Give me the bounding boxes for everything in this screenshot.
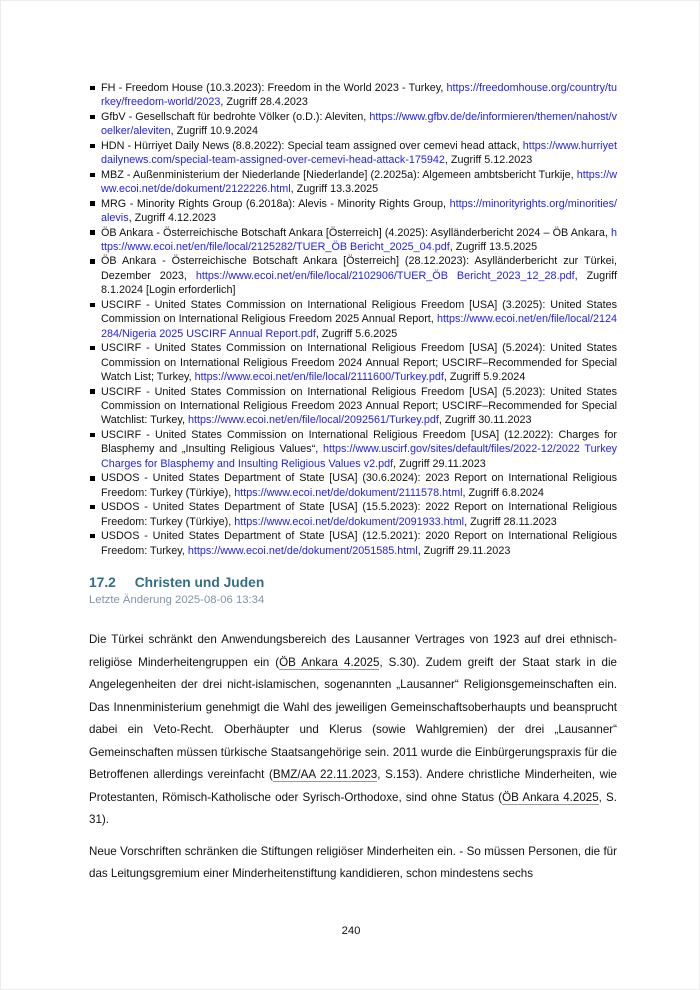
source-text: , Zugriff 13.5.2025 [449,240,538,253]
source-url-link[interactable]: https://www.ecoi.net/de/dokument/2122226.html [101,168,617,196]
source-item [89,81,617,110]
source-url-link[interactable]: https://www.ecoi.net/en/file/local/2092561/Turkey.pdf [188,414,439,427]
source-text: , Zugriff 13.3.2025 [290,183,379,196]
source-text: , Zugriff 5.12.2023 [444,154,533,167]
source-item [89,110,617,139]
source-item [89,254,617,297]
source-text: USCIRF - United States Commission on International Religious Freedom [USA] (5.2023): United States Commission on International Religious Freedom 2023 Annual Report; USCIRF–Recommended for Special Watchlist: Turkey, [101,385,617,427]
source-text: FH - Freedom House (10.3.2023): Freedom in the World 2023 - Turkey, [101,82,447,94]
source-text: HDN - Hürriyet Daily News (8.8.2022): Special team assigned over cemevi head attack, [101,139,523,152]
paragraph: Neue Vorschriften schränken die Stiftungen religiöser Minderheiten ein. - So müssen Personen, die für das Leitungsgremium einer Minderheitenstiftung kandidieren, schon mindestens sechs [89,844,617,881]
source-item [89,298,617,341]
source-text: , Zugriff 10.9.2024 [170,125,259,138]
source-url-link[interactable]: https://www.ecoi.net/de/dokument/2051585.html [187,544,418,557]
sources-list [89,81,617,558]
paragraph: Die Türkei schränkt den Anwendungsbereich des Lausanner Vertrages von 1923 auf drei ethnisch-religiöse Minderheitengruppen ein (ÖB Ankara 4.2025, S.30). Zudem greift der Staat stark in die Angelegenheiten der drei nicht-islamischen, sogenannten „Lausanner“ Religionsgemeinschaften ein. Das Innenministerium genehmigt die Wahl des jeweiligen Gemeinschaftsoberhaupts und beansprucht dabei ein Veto-Recht. Oberhäupter und Klerus (sowie Wahlgremien) der drei „Lausanner“ Gemeinschaften müssen türkische Staatsangehörige sein. 2011 wurde die Einbürgerungspraxis für die Betroffenen allerdings vereinfacht (BMZ/AA 22.11.2023, S.153). Andere christliche Minderheiten, wie Protestanten, Römisch-Katholische oder Syrisch-Orthodoxe, sind ohne Status (ÖB Ankara 4.2025, S. 31). [89,632,618,827]
source-item [89,428,617,471]
source-text: , Zugriff 5.6.2025 [315,327,398,340]
source-text: , Zugriff 4.12.2023 [128,212,217,225]
source-item [89,529,617,558]
source-text: USCIRF - United States Commission on International Religious Freedom [USA] (12.2022): Charges for Blasphemy and „Insulting Religious Values“, [101,428,617,456]
source-text: USDOS - United States Department of State [USA] (12.5.2021): 2020 Report on International Religious Freedom: Turkey, [101,530,617,557]
source-text: USDOS - United States Department of State [USA] (15.5.2023): 2022 Report on International Religious Freedom: Turkey (Türkiye), [101,501,617,528]
source-item [89,500,617,529]
source-item [89,168,617,197]
source-text: USCIRF - United States Commission on International Religious Freedom [USA] (5.2024): United States Commission on International Religious Freedom 2024 Annual Report; USCIRF–Recommended for Special Watch List; Turkey, [101,342,617,384]
source-url-link[interactable]: https://freedomhouse.org/country/turkey/freedom-world/2023 [101,82,617,109]
source-text: , Zugriff 29.11.2023 [417,544,511,557]
source-url-link[interactable]: https://www.ecoi.net/de/dokument/2091933.html [234,515,465,528]
source-text: ÖB Ankara - Österreichische Botschaft Ankara [Österreich] (4.2025): Asylländerbericht 2024 – ÖB Ankara, [101,226,611,239]
source-url-link[interactable]: https://www.ecoi.net/en/file/local/2111600/Turkey.pdf [194,371,444,384]
source-url-link[interactable]: https://www.ecoi.net/en/file/local/2102906/TUER_ÖB Bericht_2023_12_28.pdf [195,269,575,282]
section-heading [89,575,617,590]
reference-link[interactable]: ÖB Ankara 4.2025 [502,790,599,804]
source-text: , Zugriff 6.8.2024 [462,486,544,499]
source-url-link[interactable]: https://www.ecoi.net/en/file/local/2124284/Nigeria 2025 USCIRF Annual Report.pdf [101,313,617,340]
source-text: MRG - Minority Rights Group (6.2018a): Alevis - Minority Rights Group, [101,197,450,210]
source-url-link[interactable]: https://www.ecoi.net/de/dokument/2111578.html [234,486,463,499]
body-paragraphs [89,629,617,886]
source-text: , Zugriff 30.11.2023 [438,414,532,427]
section-title: Christen und Juden [134,574,265,590]
source-item [89,385,617,428]
section-number: 17.2 [89,574,116,590]
source-text: USDOS - United States Department of State [USA] (30.6.2024): 2023 Report on International Religious Freedom: Turkey (Türkiye), [101,472,617,499]
source-item [89,226,617,255]
source-url-link[interactable]: https://minorityrights.org/minorities/alevis [101,197,617,225]
source-text: , Zugriff 8.1.2024 [Login erforderlich] [101,269,617,297]
last-change-note: Letzte Änderung 2025-08-06 13:34 [89,593,265,606]
source-text: ÖB Ankara - Österreichische Botschaft Ankara [Österreich] (28.12.2023): Asylländerbericht zur Türkei, Dezember 2023, [101,255,617,282]
source-text: MBZ - Außenministerium der Niederlande [Niederlande] (2.2025a): Algemeen ambtsbericht Turkije, [101,168,577,181]
source-text: , Zugriff 29.11.2023 [393,457,486,470]
source-item [89,197,617,226]
source-url-link[interactable]: https://www.uscirf.gov/sites/default/files/2022-12/2022 Turkey Charges for Blasphemy and Insulting Religious Values v2.pdf [101,443,618,470]
reference-link[interactable]: BMZ/AA 22.11.2023 [272,768,378,782]
source-item [89,471,617,500]
page-number: 240 [341,925,361,937]
source-text: GfbV - Gesellschaft für bedrohte Völker (o.D.): Aleviten, [101,110,370,123]
source-item [89,139,617,168]
source-text: , Zugriff 28.4.2023 [220,96,308,109]
reference-link[interactable]: ÖB Ankara 4.2025 [279,655,380,669]
source-url-link[interactable]: https://www.hurriyetdailynews.com/special-team-assigned-over-cemevi-head-attack-175942 [101,139,617,167]
source-url-link[interactable]: https://www.gfbv.de/de/informieren/themen/nahost/voelker/aleviten [101,110,617,138]
source-text: , Zugriff 5.9.2024 [443,371,526,384]
source-url-link[interactable]: https://www.ecoi.net/en/file/local/2125282/TUER_ÖB Bericht_2025_04.pdf [101,226,617,253]
source-text: USCIRF - United States Commission on International Religious Freedom [USA] (3.2025): United States Commission on International Religious Freedom 2025 Annual Report, [101,298,617,326]
source-item [89,341,617,384]
source-text: , Zugriff 28.11.2023 [464,515,557,528]
